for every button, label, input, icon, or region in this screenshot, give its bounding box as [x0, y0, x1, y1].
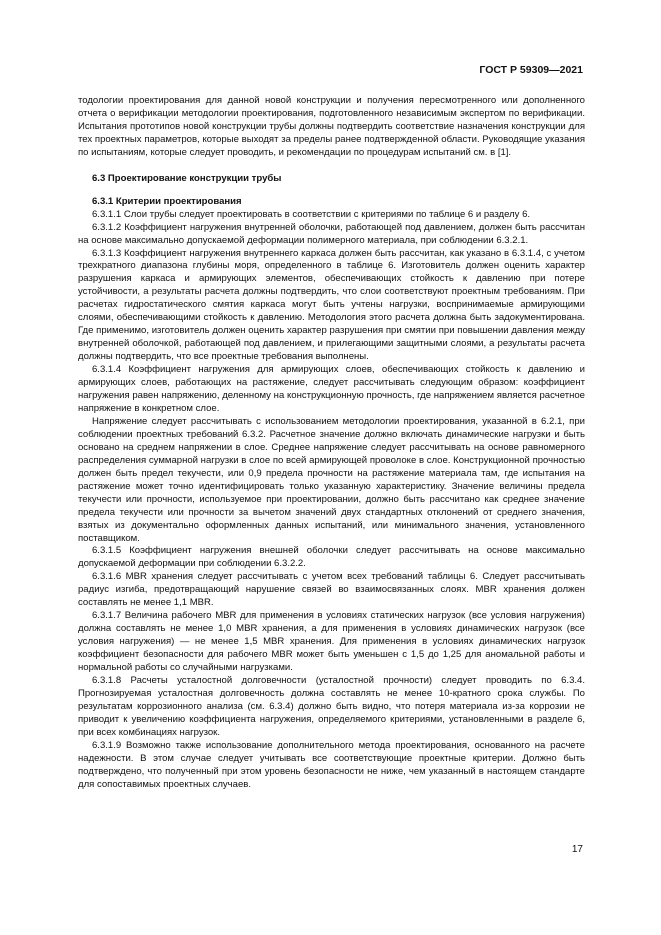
standard-number: ГОСТ Р 59309—2021	[479, 64, 583, 76]
document-body	[78, 95, 585, 792]
paragraph: 6.3.1.3 Коэффициент нагружения внутреннего каркаса должен быть рассчитан, как указано в 6.3.1.4, с учетом трехкратного диапазона глубины моря, определенного в таблице 6. Изготовитель должен оценить характер разрушения каркаса и армирующих элементов, обеспечивающих стойкость к давлению при потере устойчивости, а результаты расчета должны подтвердить, что слои соответствуют проектным требованиям. При расчетах гидростатического смятия каркаса могут быть учтены нагрузки, воспринимаемые армирующими слоями, обеспечивающими стойкость к давлению. Методология этого расчета должна быть задокументирована. Где применимо, изготовитель должен оценить характер разрушения при смятии при повышении давления между внутренней оболочкой, работающей под давлением, и прилегающими защитными слоями, а результаты расчета должны подтвердить, что все проектные требования выполнены.	[78, 247, 585, 363]
paragraph: 6.3.1.6 MBR хранения следует рассчитывать с учетом всех требований таблицы 6. Следует рассчитывать радиус изгиба, предотвращающий нарушение связей во взаимосвязанных слоях. MBR хранения должен составлять не менее 1,1 MBR.	[78, 571, 585, 609]
section-heading: 6.3 Проектирование конструкции трубы	[92, 172, 282, 184]
paragraph: 6.3.1.7 Величина рабочего MBR для применения в условиях статических нагрузок (все условия нагружения) должна составлять не менее 1,0 MBR хранения, а для применения в условиях динамических нагрузок (все условия нагружения) — не менее 1,5 MBR хранения. Для применения в условиях динамических нагрузок коэффициент безопасности для рабочего MBR может быть уменьшен с 1,5 до 1,25 для аномальной работы и нормальной работы со случайными нагрузками.	[78, 610, 585, 674]
paragraph: Напряжение следует рассчитывать с использованием методологии проектирования, указанной в 6.2.1, при соблюдении проектных требований 6.3.2. Расчетное значение должно включать динамические нагрузки и быть основано на среднем напряжении в слое. Среднее напряжение следует рассчитывать на основе равномерного распределения суммарной нагрузки в слое по всей армирующей проволоке в слое. Конструкционной прочностью должен быть предел текучести, или 0,9 предела прочности на растяжение материала там, где испытания на растяжение может точно идентифицировать только указанную характеристику. Значение величины предела текучести или прочности, используемое при проектировании, должно быть рассчитано как среднее значение предела текучести или прочности за вычетом значений двух стандартных отклонений от среднего значения, взятых из документально оформленных данных испытаний, или минимального значения, установленного поставщиком.	[78, 415, 585, 544]
paragraph: 6.3.1.2 Коэффициент нагружения внутренней оболочки, работающей под давлением, должен быть рассчитан на основе максимально допускаемой деформации полимерного материала, при соблюдении 6.3.2.1.	[78, 221, 585, 246]
paragraph-continuation: тодологии проектирования для данной новой конструкции и получения пересмотренного или дополненного отчета о верификации методологии проектирования, подготовленного независимым экспертом по верификации. Испытания прототипов новой конструкции трубы должны подтвердить соответствие назначения конструкции для тех проектных параметров, которые выходят за пределы ранее подтвержденной области. Руководящие указания по испытаниям, которые следует проводить, и рекомендации по процедурам испытаний см. в [1].	[78, 95, 585, 158]
paragraph: 6.3.1.5 Коэффициент нагружения внешней оболочки следует рассчитывать на основе максимально допускаемой деформации при соблюдении 6.3.2.2.	[78, 545, 585, 570]
subsection-heading: 6.3.1 Критерии проектирования	[92, 195, 242, 207]
paragraph: 6.3.1.4 Коэффициент нагружения для армирующих слоев, обеспечивающих стойкость к давлению и армирующих слоев, работающих на растяжение, следует рассчитывать следующим образом: коэффициент нагружения равен напряжению, деленному на конструкционную прочность, где напряжением является расчетное напряжение в конкретном слое.	[78, 364, 585, 414]
paragraph: 6.3.1.8 Расчеты усталостной долговечности (усталостной прочности) следует проводить по 6.3.4. Прогнозируемая усталостная долговечность должна составлять не менее 10-кратного срока службы. По результатам коррозионного анализа (см. 6.3.4) должно быть видно, что потеря материала из-за коррозии не приводит к увеличению коэффициента нагружения, определяемого критериями, установленными в разделе 6, при всех комбинациях нагрузок.	[78, 674, 585, 738]
page-number: 17	[571, 844, 583, 855]
paragraph: 6.3.1.1 Слои трубы следует проектировать в соответствии с критериями по таблице 6 и разделу 6.	[92, 208, 531, 220]
paragraph: 6.3.1.9 Возможно также использование дополнительного метода проектирования, основанного на расчете надежности. В этом случае следует учитывать все соответствующие проектные критерии. Должно быть подтверждено, что полученный при этом уровень безопасности не ниже, чем указанный в настоящем стандарте для сопоставимых проектных случаев.	[78, 739, 585, 790]
